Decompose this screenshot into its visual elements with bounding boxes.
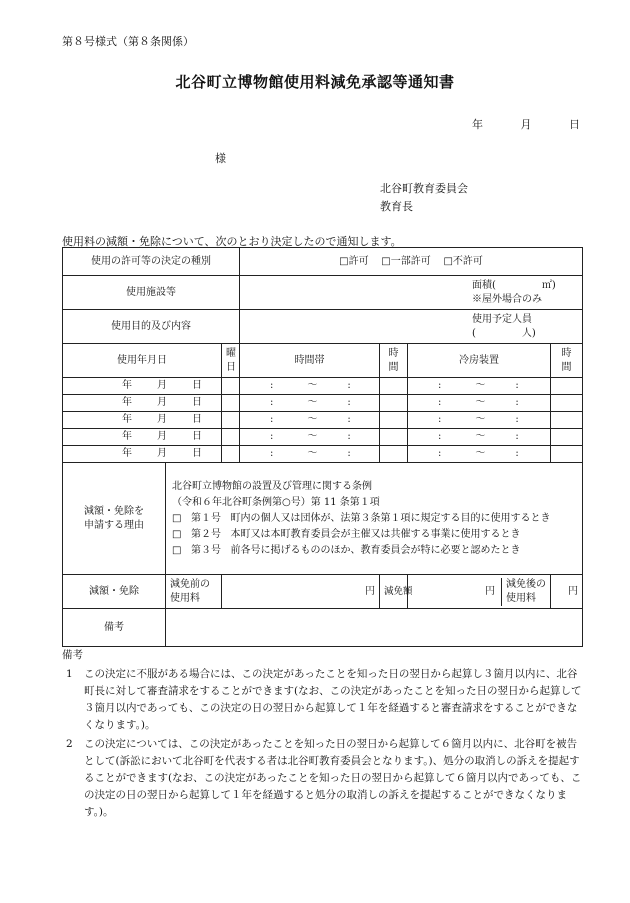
issue-date — [452, 116, 580, 132]
facility-label: 使用施設等 — [63, 276, 240, 310]
exempt-amount-label: 減免額 — [380, 575, 408, 609]
note-item: 1 この決定に不服がある場合には、この決定があったことを知った日の翌日から起算し３箇月以内に、北谷町長に対して審査請求をすることができます(なお、この決定があったことを知った日の翌日から起算して３箇月以内であっても、この決定の日の翌日から起算して１年を経過すると審査請求をすることができなくなります。)。 — [66, 668, 582, 731]
hours-cell[interactable] — [380, 429, 408, 446]
issuer-block — [380, 180, 468, 216]
exempt-amount-value[interactable]: 円 減免後の 使用料 — [408, 575, 551, 609]
weekday-cell[interactable] — [222, 412, 240, 429]
table-row — [63, 412, 583, 429]
permit-type-label: 使用の許可等の決定の種別 — [63, 248, 240, 276]
usage-date-cell[interactable]: 年 月 日 — [63, 446, 222, 463]
aircon-cell[interactable]: : ～ : — [408, 412, 551, 429]
ordinance-name: 北谷町立博物館の設置及び管理に関する条例 — [172, 480, 372, 492]
aircon-cell[interactable]: : ～ : — [408, 378, 551, 395]
checkbox-reason-2[interactable] — [172, 529, 181, 540]
weekday-cell[interactable] — [222, 378, 240, 395]
remarks-value[interactable] — [166, 609, 583, 647]
aircon-header: 冷房装置 — [408, 344, 551, 378]
weekday-cell[interactable] — [222, 395, 240, 412]
usage-date-cell[interactable]: 年 月 日 — [63, 378, 222, 395]
table-row — [63, 429, 583, 446]
usage-date-cell[interactable]: 年 月 日 — [63, 395, 222, 412]
aircon-hours-cell[interactable] — [551, 412, 583, 429]
issuer-title: 教育長 — [380, 200, 413, 213]
usage-date-header: 使用年月日 — [63, 344, 222, 378]
reason-option-1[interactable]: □ 第１号 町内の個人又は団体が、法第３条第１項に規定する目的に使用するとき — [172, 511, 576, 527]
hours-cell[interactable] — [380, 412, 408, 429]
checkbox-reason-1[interactable] — [172, 513, 181, 524]
checkbox-deny[interactable] — [443, 256, 452, 267]
form-number-label: 第８号様式（第８条関係） — [62, 35, 194, 48]
purpose-value[interactable]: 使用予定人員 ( 人) — [240, 310, 583, 344]
timeslot-cell[interactable]: : ～ : — [240, 446, 380, 463]
aircon-cell[interactable]: : ～ : — [408, 395, 551, 412]
hours-header: 時 間 — [380, 344, 408, 378]
before-fee-value[interactable]: 円 — [222, 575, 380, 609]
recipient-suffix: 様 — [215, 152, 226, 165]
weekday-cell[interactable] — [222, 446, 240, 463]
after-fee-label: 減免後の 使用料 — [501, 578, 546, 606]
table-row — [63, 378, 583, 395]
date-month: 月 — [520, 118, 532, 131]
table-row — [63, 446, 583, 463]
checkbox-permit[interactable] — [339, 256, 348, 267]
notes-heading: 備考 — [62, 649, 83, 661]
document-title: 北谷町立博物館使用料減免承認等通知書 — [175, 73, 455, 91]
aircon-hours-header: 時 間 — [551, 344, 583, 378]
reason-option-2[interactable]: □ 第２号 本町又は本町教育委員会が主催又は共催する事業に使用するとき — [172, 527, 576, 543]
aircon-hours-cell[interactable] — [551, 429, 583, 446]
usage-date-cell[interactable]: 年 月 日 — [63, 412, 222, 429]
checkbox-partial-permit[interactable] — [381, 256, 390, 267]
aircon-cell[interactable]: : ～ : — [408, 446, 551, 463]
aircon-hours-cell[interactable] — [551, 395, 583, 412]
aircon-cell[interactable]: : ～ : — [408, 429, 551, 446]
exemption-label: 減額・免除 — [63, 575, 166, 609]
facility-value[interactable]: 面積( ㎡) ※屋外場合のみ — [240, 276, 583, 310]
ordinance-article: （令和６年北谷町条例第○号）第 11 条第１項 — [172, 496, 380, 508]
hours-cell[interactable] — [380, 378, 408, 395]
remarks-label: 備考 — [63, 609, 166, 647]
timeslot-cell[interactable]: : ～ : — [240, 395, 380, 412]
checkbox-reason-3[interactable] — [172, 545, 181, 556]
notification-table — [62, 247, 583, 647]
permit-type-options: □ 許可 □ 一部許可 □ 不許可 — [240, 248, 583, 276]
after-fee-value[interactable]: 円 — [551, 575, 583, 609]
date-day: 日 — [569, 118, 580, 131]
timeslot-header: 時間帯 — [240, 344, 380, 378]
reason-content — [166, 463, 583, 575]
table-row — [63, 395, 583, 412]
intro-text: 使用料の減額・免除について、次のとおり決定したので通知します。 — [62, 235, 402, 248]
usage-date-cell[interactable]: 年 月 日 — [63, 429, 222, 446]
issuer-organization: 北谷町教育委員会 — [380, 182, 468, 195]
reason-label: 減額・免除を 申請する理由 — [63, 463, 166, 575]
outdoor-note: ※屋外場合のみ — [472, 293, 542, 305]
timeslot-cell[interactable]: : ～ : — [240, 429, 380, 446]
reason-option-3[interactable]: □ 第３号 前各号に掲げるもののほか、教育委員会が特に必要と認めたとき — [172, 543, 576, 559]
notes-section — [62, 647, 584, 821]
planned-people-label: 使用予定人員 — [472, 313, 532, 325]
date-year: 年 — [472, 118, 483, 131]
hours-cell[interactable] — [380, 395, 408, 412]
note-item: 2 この決定については、この決定があったことを知った日の翌日から起算して６箇月以内に、北谷町を被告として(訴訟において北谷町を代表する者は北谷町教育委員会となります。)、処分の取消しの訴えを提起することができます(なお、この決定があったことを知った日の翌日から起算して６箇月以内であっても、この決定の日の翌日から起算して１年を経過すると処分の取消しの訴えを提起することができなくなります。)。 — [66, 738, 582, 818]
aircon-hours-cell[interactable] — [551, 378, 583, 395]
before-fee-label: 減免前の 使用料 — [166, 575, 222, 609]
weekday-header: 曜 日 — [222, 344, 240, 378]
weekday-cell[interactable] — [222, 429, 240, 446]
timeslot-cell[interactable]: : ～ : — [240, 412, 380, 429]
timeslot-cell[interactable]: : ～ : — [240, 378, 380, 395]
purpose-label: 使用目的及び内容 — [63, 310, 240, 344]
hours-cell[interactable] — [380, 446, 408, 463]
aircon-hours-cell[interactable] — [551, 446, 583, 463]
